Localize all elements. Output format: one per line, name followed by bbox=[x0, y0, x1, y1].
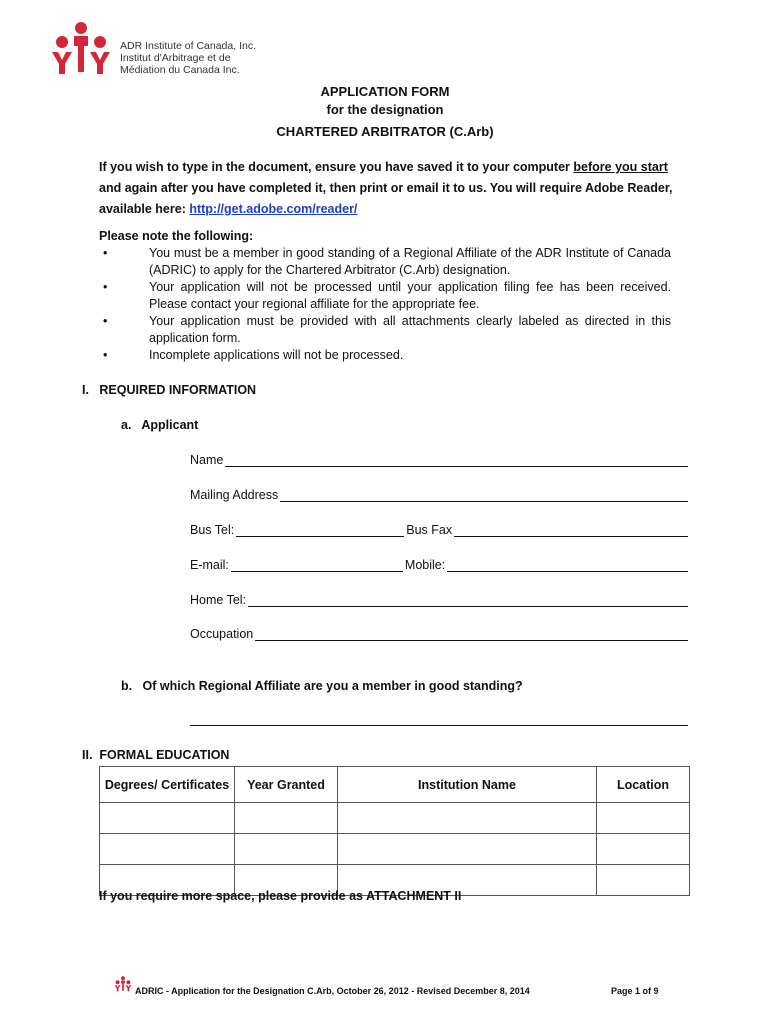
table-row bbox=[100, 834, 690, 865]
name-input[interactable] bbox=[225, 452, 688, 467]
bus-tel-label: Bus Tel: bbox=[190, 523, 235, 537]
footer-logo-icon bbox=[114, 976, 132, 992]
attachment-note: If you require more space, please provide as ATTACHMENT II bbox=[99, 889, 462, 903]
applicant-subheading: a. Applicant bbox=[121, 418, 199, 432]
occupation-field[interactable] bbox=[190, 626, 688, 641]
bus-fax-label: Bus Fax bbox=[406, 523, 453, 537]
intro-paragraph: If you wish to type in the document, ensure you have saved it to your computer before you start and again after you have completed it, then print or email it to us. You will require Adobe Reader, available here: http://get.adobe.com/reader/ bbox=[99, 160, 673, 216]
education-table bbox=[99, 766, 690, 896]
col-institution-name: Institution Name bbox=[338, 767, 597, 803]
occupation-input[interactable] bbox=[255, 626, 688, 641]
notes-section bbox=[99, 228, 671, 364]
org-name-fr-1: Institut d'Arbitrage et de bbox=[120, 52, 231, 64]
adobe-reader-link[interactable]: http://get.adobe.com/reader/ bbox=[189, 202, 358, 216]
bus-fax-input[interactable] bbox=[454, 522, 688, 537]
org-name-fr-2: Médiation du Canada Inc. bbox=[120, 64, 240, 76]
name-label: Name bbox=[190, 453, 224, 467]
email-input[interactable] bbox=[231, 557, 403, 572]
section-education-heading: II. FORMAL EDUCATION bbox=[82, 748, 230, 762]
bus-phone-row bbox=[190, 522, 688, 537]
mailing-address-input[interactable] bbox=[280, 487, 688, 502]
mailing-address-label: Mailing Address bbox=[190, 488, 279, 502]
notes-list bbox=[99, 245, 671, 364]
org-name-en: ADR Institute of Canada, Inc. bbox=[120, 40, 256, 52]
page-number: Page 1 of 9 bbox=[611, 986, 659, 996]
table-cell[interactable] bbox=[100, 803, 235, 834]
notes-heading: Please note the following: bbox=[99, 229, 254, 243]
table-cell[interactable] bbox=[338, 803, 597, 834]
home-tel-label: Home Tel: bbox=[190, 593, 247, 607]
note-item: • Your application will not be processed until your application filing fee has been received. Please contact your regional affiliate for the appropriate fee. bbox=[99, 279, 671, 313]
adric-logo bbox=[50, 20, 112, 76]
mailing-address-field[interactable] bbox=[190, 487, 688, 502]
occupation-label: Occupation bbox=[190, 627, 254, 641]
table-header-row bbox=[100, 767, 690, 803]
note-item: • You must be a member in good standing of a Regional Affiliate of the ADR Institute of Canada (ADRIC) to apply for the Chartered Arbitrator (C.Arb) designation. bbox=[99, 245, 671, 279]
table-cell[interactable] bbox=[597, 834, 690, 865]
home-tel-field[interactable] bbox=[190, 592, 688, 607]
footer-text: ADRIC - Application for the Designation C.Arb, October 26, 2012 - Revised December 8, 2014 bbox=[135, 986, 530, 996]
table-cell[interactable] bbox=[235, 803, 338, 834]
table-cell[interactable] bbox=[100, 834, 235, 865]
table-cell[interactable] bbox=[338, 834, 597, 865]
col-year-granted: Year Granted bbox=[235, 767, 338, 803]
designation-title: CHARTERED ARBITRATOR (C.Arb) bbox=[276, 124, 494, 139]
table-cell[interactable] bbox=[235, 834, 338, 865]
affiliate-question: b. Of which Regional Affiliate are you a member in good standing? bbox=[121, 679, 523, 693]
affiliate-input[interactable] bbox=[190, 711, 688, 726]
col-degrees: Degrees/ Certificates bbox=[100, 767, 235, 803]
table-cell[interactable] bbox=[597, 803, 690, 834]
org-name bbox=[120, 40, 256, 76]
section-required-info-heading: I. REQUIRED INFORMATION bbox=[82, 383, 257, 397]
name-field[interactable] bbox=[190, 452, 688, 467]
table-row bbox=[100, 803, 690, 834]
table-cell[interactable] bbox=[597, 865, 690, 896]
mobile-input[interactable] bbox=[447, 557, 688, 572]
home-tel-input[interactable] bbox=[248, 592, 688, 607]
form-subtitle: for the designation bbox=[326, 102, 444, 117]
form-title: APPLICATION FORM bbox=[320, 84, 450, 99]
bus-tel-input[interactable] bbox=[236, 522, 404, 537]
note-item: • Your application must be provided with all attachments clearly labeled as directed in this application form. bbox=[99, 313, 671, 347]
email-label: E-mail: bbox=[190, 558, 229, 572]
underlined-text: before you start bbox=[573, 160, 668, 174]
email-mobile-row bbox=[190, 557, 688, 572]
note-item: • Incomplete applications will not be processed. bbox=[99, 347, 671, 364]
mobile-label: Mobile: bbox=[404, 558, 446, 572]
col-location: Location bbox=[597, 767, 690, 803]
